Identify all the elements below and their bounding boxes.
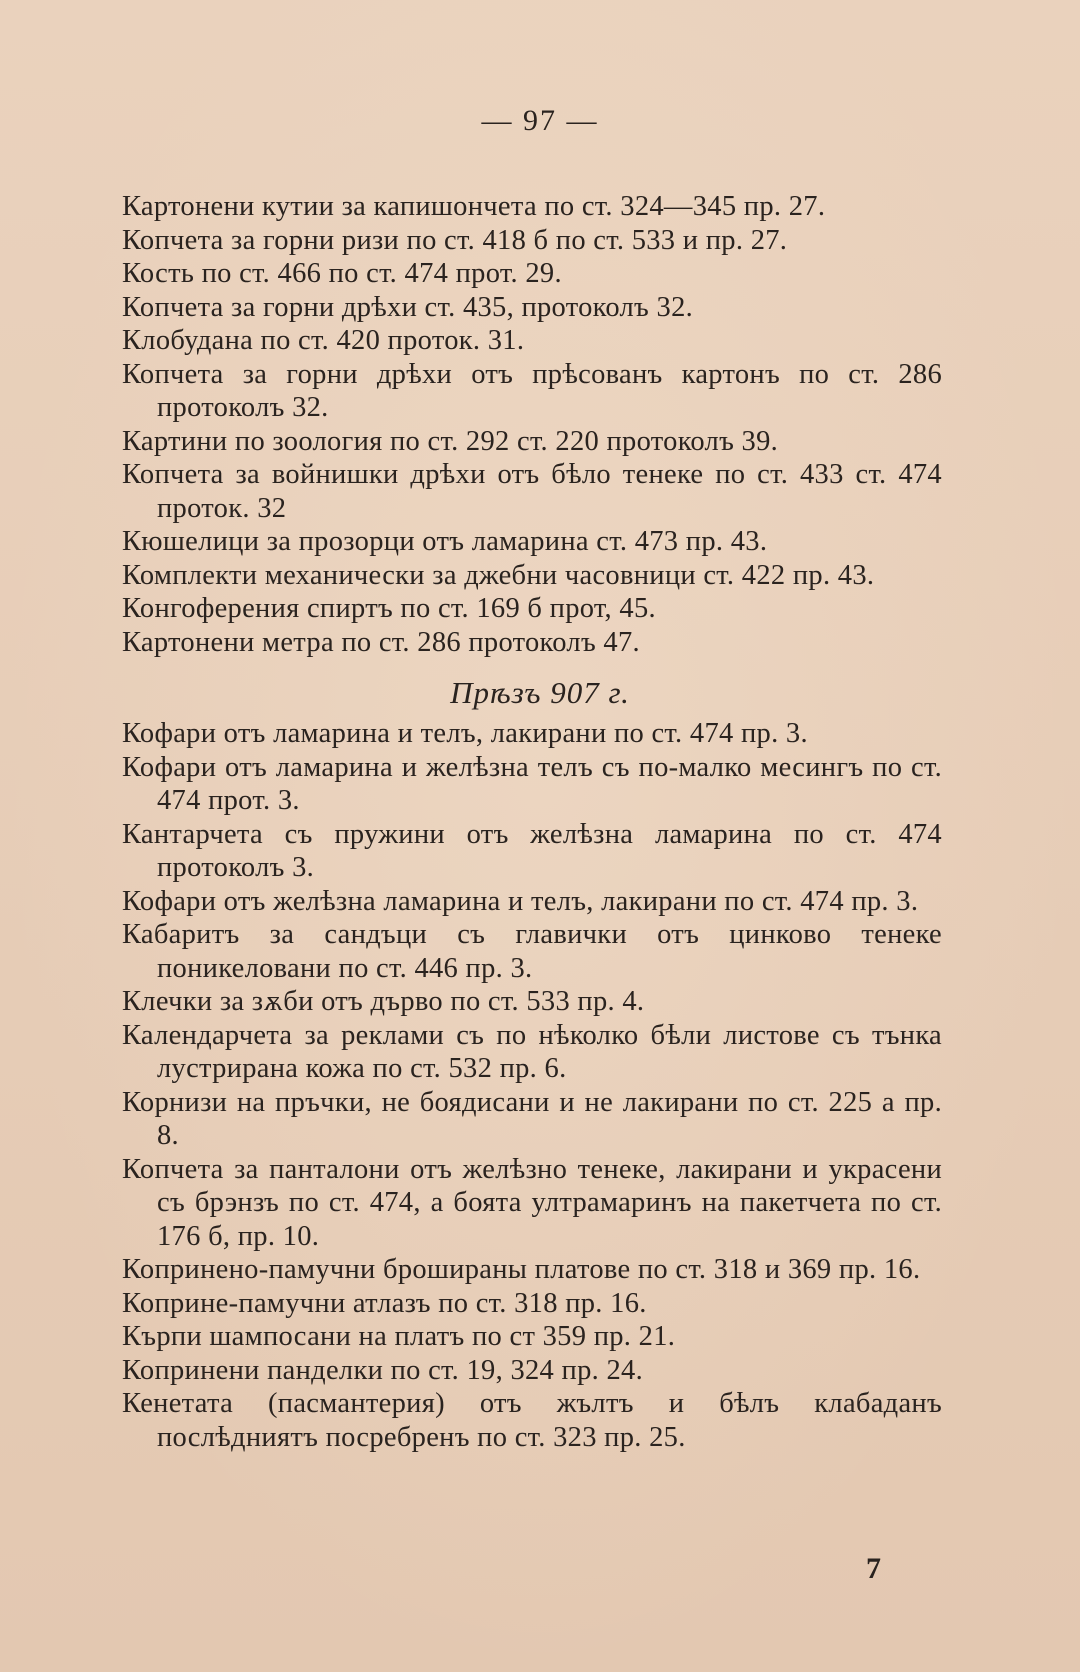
- list-item: Коприне-памучни атлазъ по ст. 318 пр. 16.: [122, 1287, 647, 1319]
- list-item: Копчета за войнишки дрѣхи отъ бѣло тенеке по ст. 433 ст. 474 проток. 32: [122, 459, 942, 524]
- list-item: Копринено-памучни брошираны платове по ст. 318 и 369 пр. 16.: [122, 1254, 921, 1285]
- list-item: Кантарчета съ пружини отъ желѣзна ламарина по ст. 474 протоколъ 3.: [122, 818, 942, 883]
- list-item: Картонени метра по ст. 286 протоколъ 47.: [122, 626, 640, 658]
- entry-list-after: [122, 717, 942, 1454]
- list-item: Кенетата (пасмантерия) отъ жълтъ и бѣлъ клабаданъ послѣдниятъ посребренъ по ст. 323 пр. 25.: [122, 1388, 942, 1453]
- list-item: Кость по ст. 466 по ст. 474 прот. 29.: [122, 258, 562, 289]
- list-item: Кюшелици за прозорци отъ ламарина ст. 473 пр. 43.: [122, 526, 768, 557]
- page-number-header: — 97 —: [481, 104, 599, 137]
- list-item: Копринени панделки по ст. 19, 324 пр. 24.: [122, 1354, 644, 1386]
- list-item: Копчета за горни ризи по ст. 418 б по ст. 533 и пр. 27.: [122, 224, 788, 256]
- list-item: Картонени кутии за капишончета по ст. 324—345 пр. 27.: [122, 191, 826, 222]
- section-heading: Прѣзъ 907 г.: [450, 675, 630, 710]
- list-item: Копчета за горни дрѣхи отъ прѣсованъ картонъ по ст. 286 протоколъ 32.: [122, 358, 942, 423]
- list-item: Календарчета за реклами съ по нѣколко бѣли листове съ тънка лустрирана кожа по ст. 532 пр. 6.: [122, 1019, 942, 1084]
- list-item: Кабаритъ за сандъци съ главички отъ цинково тенеке поникеловани по ст. 446 пр. 3.: [122, 919, 942, 984]
- list-item: Клечки за зѫби отъ дърво по ст. 533 пр. 4.: [122, 986, 645, 1017]
- list-item: Копчета за панталони отъ желѣзно тенеке, лакирани и украсени съ брэнзъ по ст. 474, а боята ултрамаринъ на пакетчета по ст. 176 б, пр. 10.: [122, 1153, 942, 1252]
- list-item: Кофари отъ ламарина и телъ, лакирани по ст. 474 пр. 3.: [122, 718, 808, 749]
- signature-mark: 7: [866, 1552, 881, 1585]
- list-item: Картини по зоология по ст. 292 ст. 220 протоколъ 39.: [122, 425, 779, 457]
- list-item: Комплекти механически за джебни часовници ст. 422 пр. 43.: [122, 559, 875, 591]
- list-item: Кофари отъ ламарина и желѣзна телъ съ по-малко месингъ по ст. 474 прот. 3.: [122, 751, 942, 816]
- list-item: Кофари отъ желѣзна ламарина и телъ, лакирани по ст. 474 пр. 3.: [122, 885, 919, 917]
- list-item: Клобудана по ст. 420 проток. 31.: [122, 325, 525, 356]
- list-item: Копчета за горни дрѣхи ст. 435, протоколъ 32.: [122, 291, 694, 323]
- list-item: Кърпи шампосани на платъ по ст 359 пр. 21.: [122, 1321, 676, 1352]
- list-item: Корнизи на пръчки, не боядисани и не лакирани по ст. 225 а пр. 8.: [122, 1086, 942, 1151]
- entry-list-before: [122, 190, 942, 659]
- list-item: Конгоферения спиртъ по ст. 169 б прот, 45.: [122, 593, 656, 624]
